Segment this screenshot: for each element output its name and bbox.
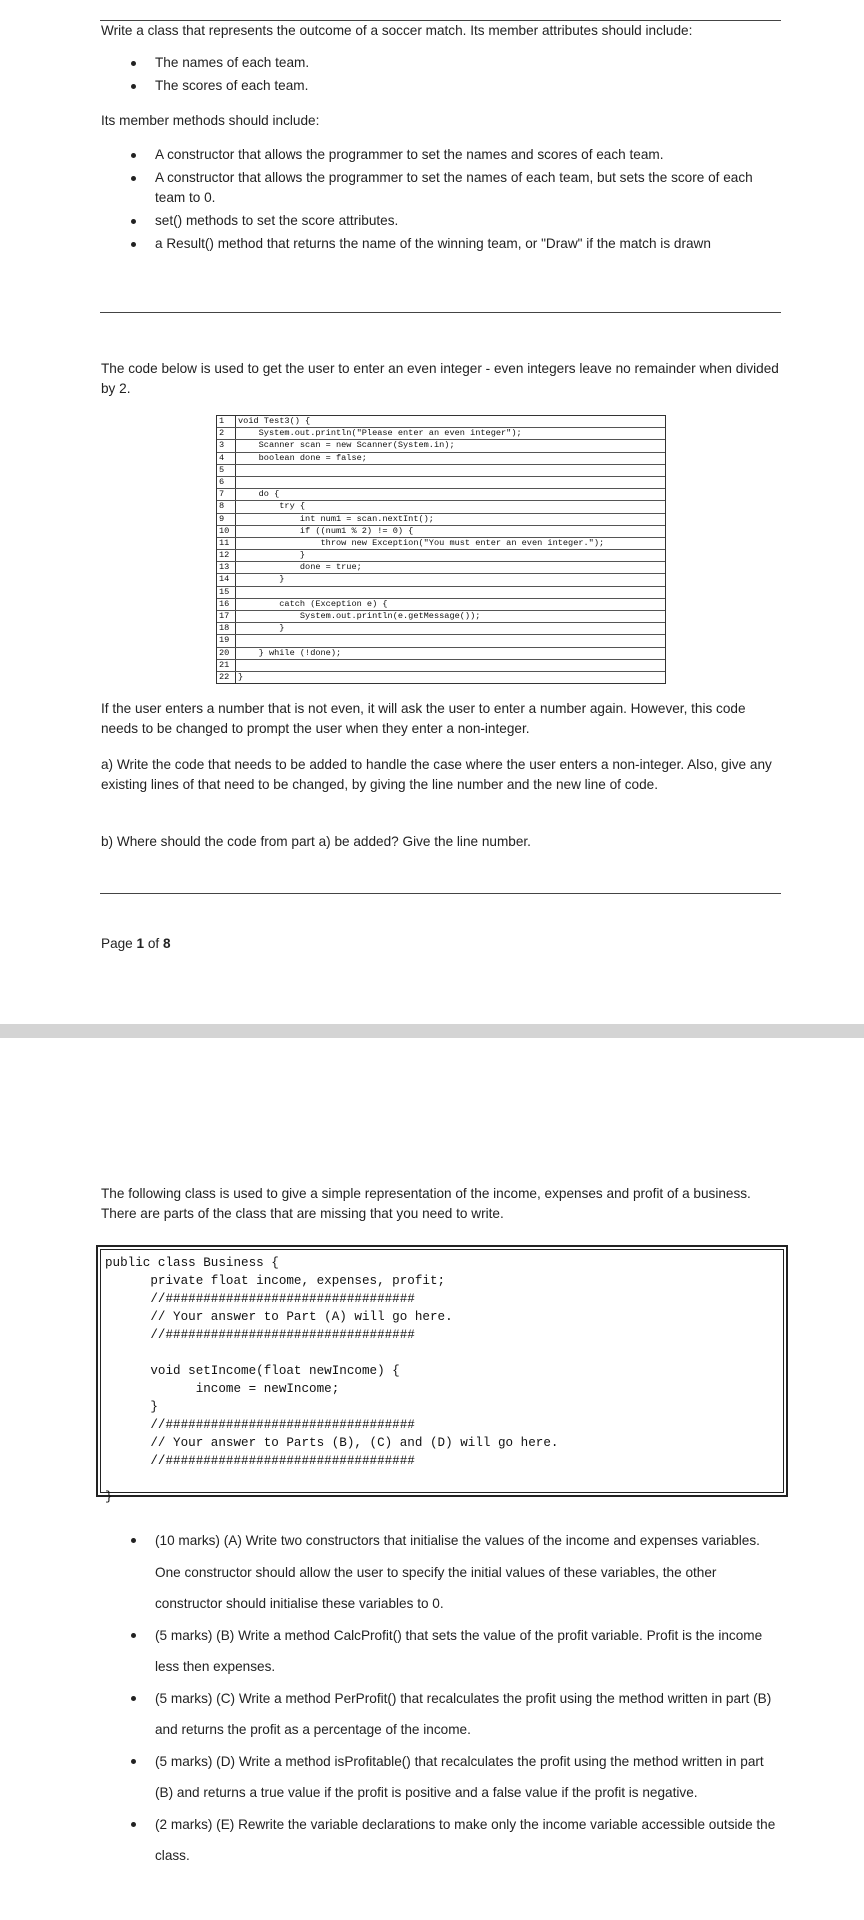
line-code: do { <box>238 489 280 500</box>
code-line <box>217 562 665 574</box>
list-item: (2 marks) (E) Rewrite the variable declarations to make only the income variable accessible outside the class. <box>155 1809 780 1872</box>
line-code: } <box>238 550 306 561</box>
list-item: (5 marks) (B) Write a method CalcProfit() that sets the value of the profit variable. Profit is the income less then expenses. <box>155 1620 780 1683</box>
code-line <box>217 648 665 660</box>
business-class-code: public class Business { private float income, expenses, profit; //################################# // Your answer to Part (A) will go here. //################################# void setIncome(float newIncome) { income = newIncome; } //################################# // Your answer to Parts (B), (C) and (D) will go here. //################################# } <box>105 1256 559 1504</box>
line-code: System.out.println("Please enter an even integer"); <box>238 428 522 439</box>
bullet-icon <box>131 1696 136 1701</box>
code-line <box>217 623 665 635</box>
line-code: done = true; <box>238 562 362 573</box>
list-item: (5 marks) (D) Write a method isProfitable() that recalculates the profit using the method written in part (B) and returns a true value if the profit is positive and a false value if the profit is negative. <box>155 1746 780 1809</box>
code-line <box>217 440 665 452</box>
line-code: System.out.println(e.getMessage()); <box>238 611 481 621</box>
line-number: 9 <box>217 514 236 525</box>
line-code <box>236 635 665 646</box>
line-code: } <box>238 671 244 682</box>
list-item: The scores of each team. <box>155 76 775 99</box>
list-item: a Result() method that returns the name of the winning team, or "Draw" if the match is drawn <box>155 234 780 254</box>
line-code <box>236 587 665 598</box>
q2-part-a: a) Write the code that needs to be added to handle the case where the user enters a non-integer. Also, give any existing lines of that need to be changed, by giving the line number and the new line of code. <box>101 757 772 792</box>
line-number: 14 <box>217 574 236 585</box>
line-number: 11 <box>217 538 236 549</box>
q3-intro: The following class is used to give a simple representation of the income, expenses and profit of a business. There are parts of the class that are missing that you need to write. <box>101 1186 751 1221</box>
divider <box>100 893 781 894</box>
line-number: 7 <box>217 489 236 500</box>
bullet-icon <box>131 84 136 89</box>
list-item: A constructor that allows the programmer to set the names of each team, but sets the score of each team to 0. <box>155 168 780 208</box>
line-code: throw new Exception("You must enter an even integer."); <box>238 537 605 548</box>
line-code: boolean done = false; <box>238 452 367 463</box>
q2-intro: The code below is used to get the user to enter an even integer - even integers leave no remainder when divided by 2. <box>101 361 779 396</box>
list-item: A constructor that allows the programmer to set the names and scores of each team. <box>155 145 780 165</box>
bullet-icon <box>131 1633 136 1638</box>
code-line <box>217 514 665 526</box>
bullet-icon <box>131 1759 136 1764</box>
code-line <box>217 672 665 683</box>
page-footer: Page 1 of 8 <box>101 936 171 951</box>
line-code: void Test3() { <box>238 416 311 426</box>
code-line <box>217 501 665 513</box>
line-code: catch (Exception e) { <box>238 598 388 609</box>
line-number: 17 <box>217 611 236 622</box>
line-number: 2 <box>217 428 236 439</box>
line-code: } <box>238 623 285 634</box>
q2-paragraph: If the user enters a number that is not even, it will ask the user to enter a number again. However, this code needs to be changed to prompt the user when they enter a non-integer. <box>101 701 746 736</box>
line-number: 19 <box>217 635 236 646</box>
code-line <box>217 428 665 440</box>
line-code <box>236 660 665 671</box>
code-line <box>217 453 665 465</box>
code-line <box>217 477 665 489</box>
line-number: 20 <box>217 648 236 659</box>
bullet-icon <box>131 242 136 247</box>
q1-attribute-list <box>155 53 775 99</box>
code-line <box>217 587 665 599</box>
line-number: 12 <box>217 550 236 561</box>
line-code: try { <box>238 501 306 512</box>
line-number: 8 <box>217 501 236 512</box>
bullet-icon <box>131 1538 136 1543</box>
q1-methods-heading: Its member methods should include: <box>101 113 320 128</box>
line-code: } while (!done); <box>238 647 342 658</box>
line-number: 3 <box>217 440 236 451</box>
q1-intro: Write a class that represents the outcome of a soccer match. Its member attributes should include: <box>101 23 693 38</box>
line-number: 13 <box>217 562 236 573</box>
code-box <box>96 1245 788 1504</box>
code-line <box>217 538 665 550</box>
line-number: 4 <box>217 453 236 464</box>
list-item: (10 marks) (A) Write two constructors that initialise the values of the income and expenses variables. One constructor should allow the user to specify the initial values of these variables, the other constructor should initialise these variables to 0. <box>155 1525 780 1620</box>
line-number: 18 <box>217 623 236 634</box>
q3-parts-list <box>155 1525 780 1872</box>
bullet-icon <box>131 61 136 66</box>
code-line <box>217 599 665 611</box>
line-code: } <box>238 574 285 585</box>
page-separator <box>0 1024 864 1038</box>
line-number: 21 <box>217 660 236 671</box>
list-item: set() methods to set the score attributes. <box>155 211 780 231</box>
q2-part-b: b) Where should the code from part a) be added? Give the line number. <box>101 834 531 849</box>
list-item: The names of each team. <box>155 53 775 76</box>
line-number: 6 <box>217 477 236 488</box>
code-line <box>217 465 665 477</box>
divider <box>100 312 781 313</box>
line-code <box>236 465 665 476</box>
code-line <box>217 635 665 647</box>
code-line <box>217 489 665 501</box>
line-number: 22 <box>217 672 236 683</box>
line-code: int num1 = scan.nextInt(); <box>238 513 434 524</box>
line-number: 10 <box>217 526 236 537</box>
code-line <box>217 416 665 428</box>
line-code: Scanner scan = new Scanner(System.in); <box>238 440 455 451</box>
line-number: 15 <box>217 587 236 598</box>
line-number: 16 <box>217 599 236 610</box>
bullet-icon <box>131 176 136 181</box>
code-line <box>217 660 665 672</box>
code-line <box>217 574 665 586</box>
line-code <box>236 477 665 488</box>
code-box-inner <box>100 1249 784 1504</box>
line-number: 5 <box>217 465 236 476</box>
code-line <box>217 550 665 562</box>
bullet-icon <box>131 219 136 224</box>
q1-method-list <box>155 145 780 254</box>
code-listing <box>216 415 666 684</box>
line-code: if ((num1 % 2) != 0) { <box>238 525 414 536</box>
bullet-icon <box>131 1822 136 1827</box>
bullet-icon <box>131 153 136 158</box>
code-line <box>217 526 665 538</box>
list-item: (5 marks) (C) Write a method PerProfit() that recalculates the profit using the method written in part (B) and returns the profit as a percentage of the income. <box>155 1683 780 1746</box>
line-number: 1 <box>217 416 236 427</box>
code-line <box>217 611 665 623</box>
